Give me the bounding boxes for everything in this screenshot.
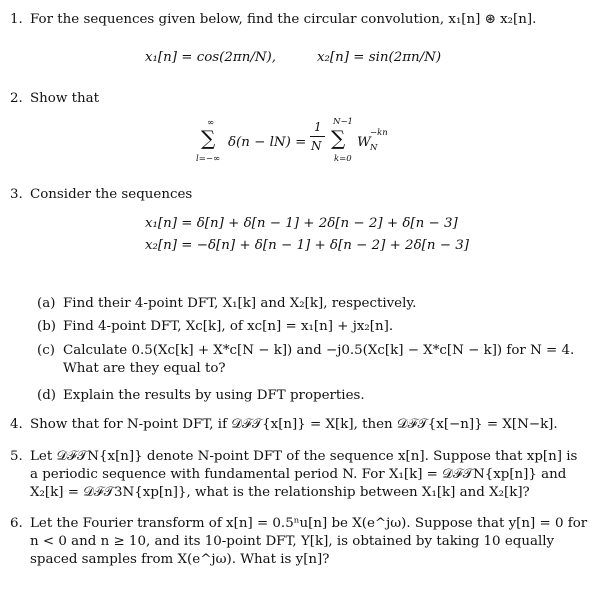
problem-3c-text2: What are they equal to?	[63, 361, 226, 376]
problem-3-eq1: x₁[n] = δ[n] + δ[n − 1] + 2δ[n − 2] + δ[n − 3]	[145, 216, 458, 231]
problem-5-line2: a periodic sequence with fundamental period N. For X₁[k] = 𝒟ℱ𝒯N{xp[n]} and	[30, 467, 567, 482]
problem-5-line1: Let 𝒟ℱ𝒯N{x[n]} denote N-point DFT of the sequence x[n]. Suppose that xp[n] is	[30, 449, 578, 464]
problem-4-number: 4.	[10, 417, 23, 432]
problem-4-text: Show that for N-point DFT, if 𝒟ℱ𝒯{x[n]} = X[k], then 𝒟ℱ𝒯{x[−n]} = X[N−k].	[30, 417, 558, 432]
problem-3d-label: (d)	[37, 388, 57, 403]
problem-1-number: 1.	[10, 12, 23, 27]
sum-left-upper-limit: ∞	[207, 118, 215, 128]
problem-3c-text: Calculate 0.5(Xc[k] + X*c[N − k]) and −j0.5(Xc[k] − X*c[N − k]) for N = 4.	[63, 343, 575, 358]
problem-3-number: 3.	[10, 187, 23, 202]
frac-bar	[310, 136, 325, 137]
problem-3a-text: Find their 4-point DFT, X₁[k] and X₂[k], respectively.	[63, 296, 417, 311]
sum-left-lower-limit: l=−∞	[196, 154, 221, 164]
frac-numerator: 1	[314, 120, 322, 134]
sum-right-upper-limit: N−1	[333, 117, 353, 127]
frac-denominator: N	[311, 139, 322, 153]
sum-right-sub: N	[370, 143, 378, 153]
problem-3c-label: (c)	[37, 343, 55, 358]
problem-5-line3: X₂[k] = 𝒟ℱ𝒯3N{xp[n]}, what is the relationship between X₁[k] and X₂[k]?	[30, 485, 530, 500]
problem-3-text: Consider the sequences	[30, 187, 193, 202]
problem-3d-text: Explain the results by using DFT properties.	[63, 388, 365, 403]
problem-1-eq-right: x₂[n] = sin(2πn/N)	[317, 50, 442, 65]
sum-right-body: W	[357, 135, 371, 150]
problem-3b-label: (b)	[37, 319, 57, 334]
problem-3a-label: (a)	[37, 296, 56, 311]
problem-2-number: 2.	[10, 91, 23, 106]
problem-5-number: 5.	[10, 449, 23, 464]
problem-3b-text: Find 4-point DFT, Xc[k], of xc[n] = x₁[n] + jx₂[n].	[63, 319, 394, 334]
sum-right-sup: −kn	[370, 128, 388, 138]
problem-6-line1: Let the Fourier transform of x[n] = 0.5ⁿu[n] be X(e^jω). Suppose that y[n] = 0 for	[30, 516, 588, 531]
sum-right-lower-limit: k=0	[334, 154, 352, 164]
sum-right-symbol: ∑	[331, 126, 346, 150]
sum-left-body: δ(n − lN) =	[228, 135, 307, 150]
problem-3-eq2: x₂[n] = −δ[n] + δ[n − 1] + δ[n − 2] + 2δ[n − 3]	[145, 238, 469, 253]
problem-1-text: For the sequences given below, find the circular convolution, x₁[n] ⊛ x₂[n].	[30, 12, 537, 27]
problem-6-line2: n < 0 and n ≥ 10, and its 10-point DFT, Y[k], is obtained by taking 10 equally	[30, 534, 555, 549]
problem-1-eq-left: x₁[n] = cos(2πn/N),	[145, 50, 277, 65]
problem-2-text: Show that	[30, 91, 99, 106]
problem-6-number: 6.	[10, 516, 23, 531]
sum-left-symbol: ∑	[201, 126, 216, 150]
problem-6-line3: spaced samples from X(e^jω). What is y[n]?	[30, 552, 330, 567]
